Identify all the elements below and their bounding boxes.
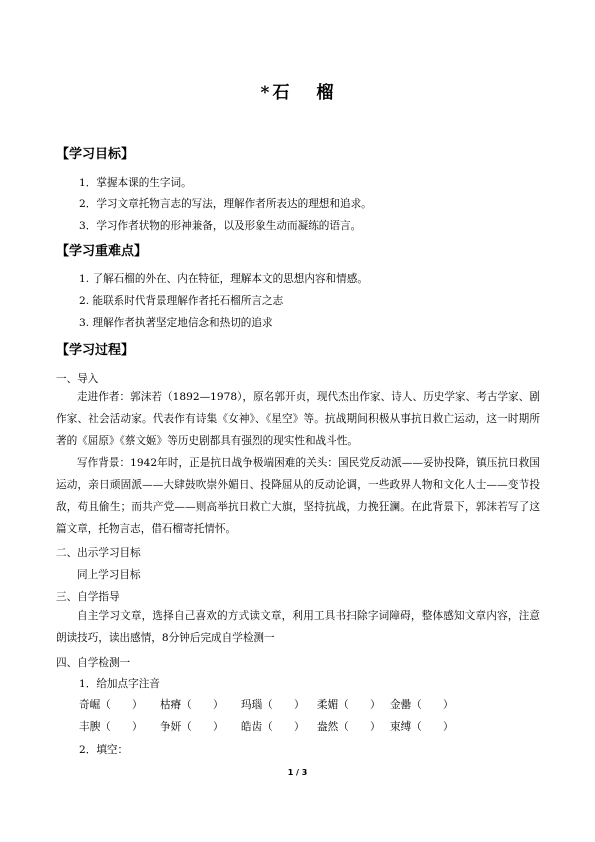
- keypoint-item-1: 1. 了解石榴的外在、内在特征，理解本文的思想内容和情感。: [79, 273, 368, 285]
- keypoints-heading: 【学习重难点】: [56, 244, 148, 259]
- background-paragraph: 写作背景：1942年时，正是抗日战争极端困难的关头：国民党反动派——妥协投降，镇压抗日救国运动，亲日顽固派——大肆鼓吹崇外媚日、投降屈从的反动论调，一些政界人物和文化人士——变节投敌，苟且偷生；而共产党——则高举抗日救亡大旗，坚持抗战，力挽狂澜。在此背景下，郭沫若写了这篇文章，托物言志，借石榴寄托情怀。: [56, 457, 540, 535]
- step-2-heading: 二、出示学习目标: [56, 547, 141, 559]
- page-number: 1 / 3: [287, 768, 308, 777]
- step-2-body: 同上学习目标: [77, 569, 141, 581]
- word-item: 金罍（ ）: [390, 699, 454, 711]
- title-char-2: 榴: [316, 83, 335, 103]
- word-item: 奇崛（ ）: [79, 699, 143, 711]
- word-item: 盎然（ ）: [317, 721, 381, 733]
- word-item: 枯瘠（ ）: [160, 699, 224, 711]
- author-paragraph: 走进作者：郭沫若（1892—1978），原名郭开贞，现代杰出作家、诗人、历史学家、考古学家、剧作家、社会活动家。代表作有诗集《女神》、《星空》等。抗战期间积极从事抗日救亡运动，这一时期所著的《屈原》《蔡文姬》等历史剧都具有强烈的现实性和战斗性。: [56, 391, 540, 447]
- step-3-paragraph: 自主学习文章，选择自己喜欢的方式读文章，利用工具书扫除字词障碍，整体感知文章内容，注意朗读技巧，读出感情，8分钟后完成自学检测一: [56, 610, 540, 644]
- question-2: 2．填空：: [79, 744, 129, 756]
- word-item: 束缚（ ）: [390, 721, 454, 733]
- word-item: 争妍（ ）: [160, 721, 224, 733]
- step-1-heading: 一、导入: [56, 373, 99, 385]
- goals-heading: 【学习目标】: [56, 147, 135, 162]
- title-star: *: [260, 83, 271, 103]
- word-item: 柔媚（ ）: [317, 699, 381, 711]
- keypoint-item-2: 2. 能联系时代背景理解作者托石榴所言之志: [79, 295, 284, 307]
- word-item: 皓齿（ ）: [241, 721, 305, 733]
- question-1: 1．给加点字注音: [79, 678, 160, 690]
- keypoint-item-3: 3. 理解作者执著坚定地信念和热切的追求: [79, 317, 273, 329]
- title-char-1: 石: [272, 83, 291, 103]
- step-4-heading: 四、自学检测一: [56, 657, 131, 669]
- goal-item-1: 1．掌握本课的生字词。: [79, 177, 192, 189]
- word-item: 玛瑙（ ）: [241, 699, 305, 711]
- process-heading: 【学习过程】: [56, 343, 135, 358]
- page-title: [0, 78, 595, 103]
- goal-item-3: 3．学习作者状物的形神兼备，以及形象生动而凝练的语言。: [79, 220, 362, 232]
- step-3-heading: 三、自学指导: [56, 591, 120, 603]
- goal-item-2: 2．学习文章托物言志的写法，理解作者所表达的理想和追求。: [79, 198, 372, 210]
- word-item: 丰腴（ ）: [79, 721, 143, 733]
